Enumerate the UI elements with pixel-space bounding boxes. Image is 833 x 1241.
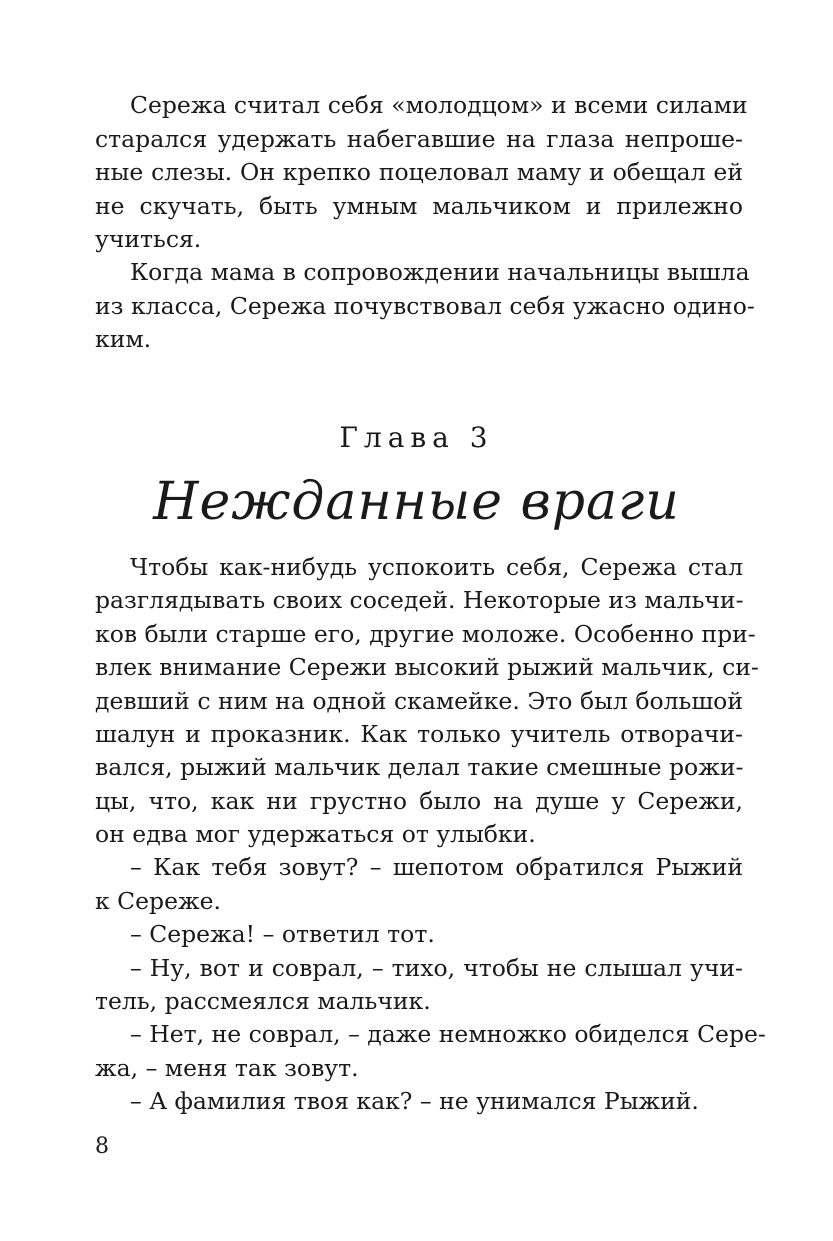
text-line: – Ну, вот и соврал, – тихо, чтобы не слышал учи- <box>130 954 743 982</box>
chapter-title: Нежданные враги <box>153 472 680 532</box>
text-line: тель, рассмеялся мальчик. <box>95 987 431 1015</box>
text-line: к Сереже. <box>95 887 221 915</box>
text-line: Чтобы как-нибудь успокоить себя, Сережа стал <box>130 553 743 581</box>
text-line: жа, – меня так зовут. <box>95 1054 359 1082</box>
text-line: девший с ним на одной скамейке. Это был большой <box>95 687 743 715</box>
text-line: шалун и проказник. Как только учитель отворачи- <box>95 720 743 748</box>
text-line: старался удержать набегавшие на глаза непроше- <box>95 125 743 153</box>
text-line: ким. <box>95 325 152 353</box>
text-line: из класса, Сережа почувствовал себя ужасно одино- <box>95 292 755 320</box>
text-line: ные слезы. Он крепко поцеловал маму и обещал ей <box>95 158 743 186</box>
text-line: учиться. <box>95 225 202 253</box>
text-line: вался, рыжий мальчик делал такие смешные рожи- <box>95 753 744 781</box>
text-line: Сережа считал себя «молодцом» и всеми силами <box>130 91 748 119</box>
text-line: он едва мог удержаться от улыбки. <box>95 820 536 848</box>
text-line: – Как тебя зовут? – шепотом обратился Рыжий <box>130 853 743 881</box>
text-line: влек внимание Сережи высокий рыжий мальчик, си- <box>95 653 759 681</box>
chapter-label: Глава 3 <box>339 421 494 454</box>
text-line: цы, что, как ни грустно было на душе у Сережи, <box>95 787 743 815</box>
text-line: Когда мама в сопровождении начальницы вышла <box>130 258 750 286</box>
text-line: – А фамилия твоя как? – не унимался Рыжий. <box>130 1087 699 1115</box>
text-line: не скучать, быть умным мальчиком и прилежно <box>95 192 743 220</box>
text-line: – Сережа! – ответил тот. <box>130 920 435 948</box>
text-line: разглядывать своих соседей. Некоторые из мальчи- <box>95 586 744 614</box>
text-line: ков были старше его, другие моложе. Особенно при- <box>95 620 756 648</box>
text-line: – Нет, не соврал, – даже немножко обиделся Сере- <box>130 1020 766 1048</box>
page-number: 8 <box>95 1134 109 1159</box>
